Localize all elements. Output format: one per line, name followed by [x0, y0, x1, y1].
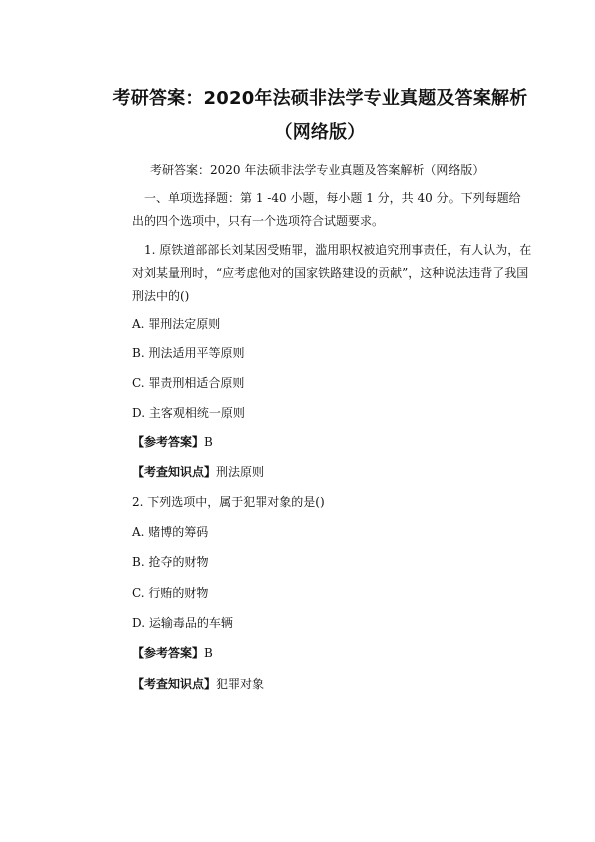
question-1-option-c: C. 罪责刑相适合原则: [132, 376, 245, 390]
answer-label: 【参考答案】: [132, 435, 205, 449]
question-1-knowledge-point: [132, 464, 264, 480]
question-2-option-a: A. 赌博的筹码: [132, 525, 209, 539]
question-1-answer: [132, 434, 213, 450]
document-subtitle: 考研答案：2020 年法硕非法学专业真题及答案解析（网络版）: [150, 163, 485, 177]
section-intro: [132, 187, 532, 233]
document-title: 考研答案：2020年法硕非法学专业真题及答案解析: [112, 88, 528, 109]
answer-label: 【参考答案】: [132, 646, 205, 660]
question-2-option-b: B. 抢夺的财物: [132, 555, 209, 569]
question-2-option-c: C. 行贿的财物: [132, 586, 209, 600]
knowledge-point-label: 【考查知识点】: [132, 677, 217, 691]
document-title-suffix: （网络版）: [274, 122, 366, 143]
question-1-stem: [132, 239, 532, 308]
question-1-option-a: A. 罪刑法定原则: [132, 317, 221, 331]
knowledge-point-label: 【考查知识点】: [132, 465, 217, 479]
question-2-knowledge-point: [132, 676, 264, 692]
question-stem-text: 1. 原铁道部部长刘某因受贿罪，滥用职权被追究刑事责任，有人认为，在对刘某量刑时，“应考虑他对的国家铁路建设的贡献”，这种说法违背了我国刑法中的(): [132, 243, 532, 303]
question-2-option-d: D. 运输毒品的车辆: [132, 616, 233, 630]
question-1-option-b: B. 刑法适用平等原则: [132, 346, 245, 360]
answer-value: B: [204, 435, 213, 449]
question-2-answer: [132, 645, 213, 661]
question-2-stem: 2. 下列选项中，属于犯罪对象的是(): [132, 495, 325, 509]
section-intro-text: 一、单项选择题：第 1 -40 小题，每小题 1 分，共 40 分。下列每题给出的四个选项中，只有一个选项符合试题要求。: [132, 191, 521, 228]
question-1-option-d: D. 主客观相统一原则: [132, 406, 245, 420]
answer-value: B: [204, 646, 213, 660]
knowledge-point-value: 犯罪对象: [216, 677, 265, 691]
knowledge-point-value: 刑法原则: [216, 465, 265, 479]
